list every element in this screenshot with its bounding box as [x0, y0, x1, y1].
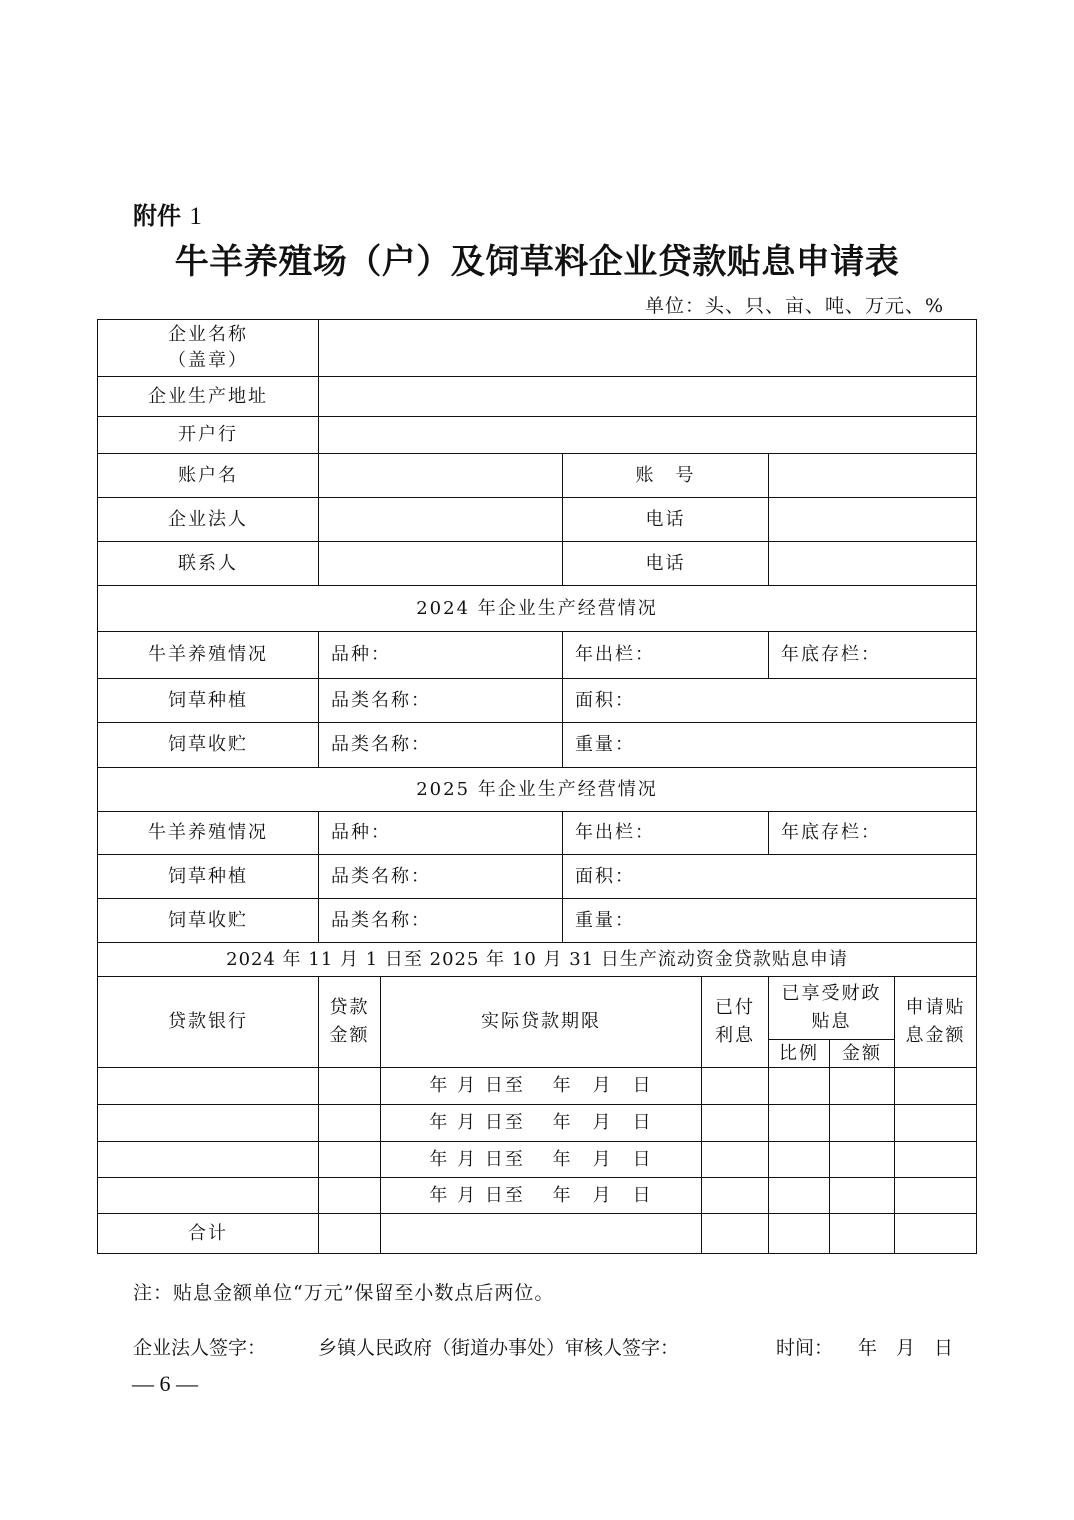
input-address[interactable]: [318, 376, 977, 417]
input-company-name[interactable]: [318, 319, 977, 377]
paid-line2: 利息: [715, 1025, 755, 1046]
company-name-line2: （盖章）: [168, 350, 248, 371]
field-category-2024[interactable]: 品类名称：: [318, 678, 563, 723]
amount-line1: 贷款: [329, 997, 370, 1018]
subsidy-line2: 贴息: [811, 1011, 852, 1032]
total-amount[interactable]: [318, 1213, 381, 1254]
attachment-number: 1: [189, 203, 202, 230]
label-account-name: 账户名: [97, 453, 319, 498]
label-contact: 联系人: [97, 541, 319, 586]
label-bank: 开户行: [97, 416, 319, 454]
application-table: [97, 319, 977, 1254]
label-address: 企业生产地址: [97, 376, 319, 417]
row3-sub-amount[interactable]: [829, 1141, 895, 1178]
total-ratio[interactable]: [768, 1213, 830, 1254]
row2-sub-amount[interactable]: [829, 1104, 895, 1142]
row4-period[interactable]: 年 月 日至 年 月 日: [380, 1177, 702, 1214]
loan-section-header: 2024 年 11 月 1 日至 2025 年 10 月 31 日生产流动资金贷款贴息申请: [97, 942, 977, 977]
row2-period[interactable]: 年 月 日至 年 月 日: [380, 1104, 702, 1142]
row3-paid[interactable]: [701, 1141, 769, 1178]
row2-amount[interactable]: [318, 1104, 381, 1142]
row2-apply[interactable]: [894, 1104, 977, 1142]
input-account-no[interactable]: [768, 453, 977, 498]
page-number: — 6 —: [132, 1371, 198, 1396]
input-phone[interactable]: [768, 497, 977, 542]
footnote: 注：贴息金额单位“万元”保留至小数点后两位。: [133, 1282, 555, 1304]
input-legal-person[interactable]: [318, 497, 563, 542]
row1-ratio[interactable]: [768, 1067, 830, 1105]
label-phone2: 电话: [562, 541, 769, 586]
input-phone2[interactable]: [768, 541, 977, 586]
field-annual-out-2024[interactable]: 年出栏：: [562, 631, 769, 679]
field-breed-2024[interactable]: 品种：: [318, 631, 563, 679]
label-legal-person: 企业法人: [97, 497, 319, 542]
row4-paid[interactable]: [701, 1177, 769, 1214]
row1-paid[interactable]: [701, 1067, 769, 1105]
sig-town-reviewer: 乡镇人民政府（街道办事处）审核人签字：: [318, 1337, 680, 1359]
row4-bank[interactable]: [97, 1177, 319, 1214]
row4-apply[interactable]: [894, 1177, 977, 1214]
col-header-period: 实际贷款期限: [380, 976, 702, 1068]
label-forage-store-2025: 饲草收贮: [97, 898, 319, 943]
label-phone: 电话: [562, 497, 769, 542]
row4-sub-amount[interactable]: [829, 1177, 895, 1214]
col-header-amount: [318, 976, 381, 1068]
subsidy-line1: 已享受财政: [781, 983, 882, 1004]
label-forage-plant-2025: 饲草种植: [97, 854, 319, 899]
input-bank[interactable]: [318, 416, 977, 454]
field-category-2025[interactable]: 品类名称：: [318, 854, 563, 899]
row4-amount[interactable]: [318, 1177, 381, 1214]
row2-paid[interactable]: [701, 1104, 769, 1142]
field-category2-2024[interactable]: 品类名称：: [318, 722, 563, 768]
col-header-subsidy-amount: 金额: [829, 1039, 895, 1068]
amount-line2: 金额: [329, 1025, 370, 1046]
company-name-line1: 企业名称: [168, 324, 248, 345]
label-livestock-2024: 牛羊养殖情况: [97, 631, 319, 679]
attachment-label: [133, 196, 202, 231]
row1-sub-amount[interactable]: [829, 1067, 895, 1105]
row1-amount[interactable]: [318, 1067, 381, 1105]
total-label: 合计: [97, 1213, 319, 1254]
field-area-2024[interactable]: 面积：: [562, 678, 977, 723]
row1-period[interactable]: 年 月 日至 年 月 日: [380, 1067, 702, 1105]
col-header-bank: 贷款银行: [97, 976, 319, 1068]
row1-bank[interactable]: [97, 1067, 319, 1105]
section-2024-header: 2024 年企业生产经营情况: [97, 585, 977, 632]
sig-legal-person: 企业法人签字：: [133, 1337, 267, 1359]
row2-ratio[interactable]: [768, 1104, 830, 1142]
field-breed-2025[interactable]: 品种：: [318, 811, 563, 855]
attachment-text: 附件: [133, 202, 181, 230]
row1-apply[interactable]: [894, 1067, 977, 1105]
sig-date: 年 月 日: [858, 1337, 954, 1359]
row4-ratio[interactable]: [768, 1177, 830, 1214]
row3-amount[interactable]: [318, 1141, 381, 1178]
col-header-apply-amount: [894, 976, 977, 1068]
label-forage-store-2024: 饲草收贮: [97, 722, 319, 768]
row2-bank[interactable]: [97, 1104, 319, 1142]
row3-period[interactable]: 年 月 日至 年 月 日: [380, 1141, 702, 1178]
label-livestock-2025: 牛羊养殖情况: [97, 811, 319, 855]
input-account-name[interactable]: [318, 453, 563, 498]
col-header-paid-interest: [701, 976, 769, 1068]
apply-line2: 息金额: [905, 1025, 966, 1046]
field-area-2025[interactable]: 面积：: [562, 854, 977, 899]
apply-line1: 申请贴: [905, 997, 966, 1018]
col-header-subsidy: [768, 976, 895, 1040]
field-annual-out-2025[interactable]: 年出栏：: [562, 811, 769, 855]
total-apply[interactable]: [894, 1213, 977, 1254]
row3-bank[interactable]: [97, 1141, 319, 1178]
unit-line: 单位：头、只、亩、吨、万元、%: [644, 295, 944, 317]
label-company-name: [97, 319, 319, 377]
form-title: 牛羊养殖场（户）及饲草料企业贷款贴息申请表: [174, 242, 900, 282]
label-forage-plant-2024: 饲草种植: [97, 678, 319, 723]
field-weight-2024[interactable]: 重量：: [562, 722, 977, 768]
row3-ratio[interactable]: [768, 1141, 830, 1178]
total-sub-amount[interactable]: [829, 1213, 895, 1254]
label-account-no: 账 号: [562, 453, 769, 498]
section-2025-header: 2025 年企业生产经营情况: [97, 767, 977, 812]
field-year-end-2025[interactable]: 年底存栏：: [768, 811, 977, 855]
field-category2-2025[interactable]: 品类名称：: [318, 898, 563, 943]
col-header-ratio: 比例: [768, 1039, 830, 1068]
field-weight-2025[interactable]: 重量：: [562, 898, 977, 943]
total-paid[interactable]: [701, 1213, 769, 1254]
row3-apply[interactable]: [894, 1141, 977, 1178]
field-year-end-2024[interactable]: 年底存栏：: [768, 631, 977, 679]
paid-line1: 已付: [715, 997, 755, 1018]
sig-time: 时间：: [776, 1337, 834, 1359]
total-period[interactable]: [380, 1213, 702, 1254]
input-contact[interactable]: [318, 541, 563, 586]
